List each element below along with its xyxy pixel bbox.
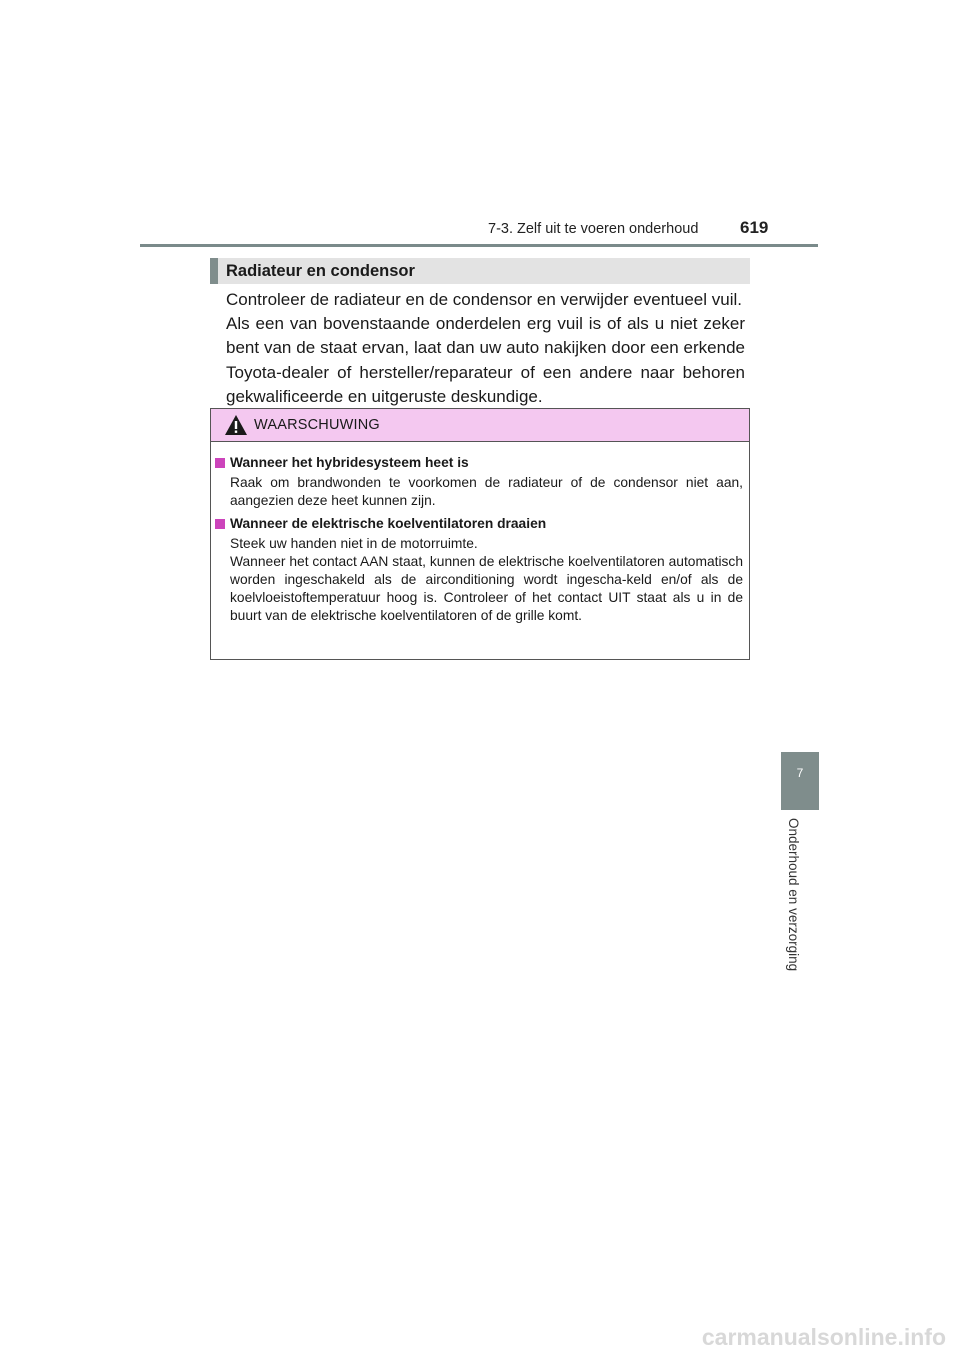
warning-item-heading (215, 515, 743, 533)
warning-item-paragraph: Wanneer het contact AAN staat, kunnen de elektrische koelventilatoren automatisch worden ingeschakeld als de airconditioning wordt ingescha-keld en/of als de koelvloeistoftemperatuur hoog is. Controleer of het contact UIT staat als u in de buurt van de elektrische koelventilatoren of de grille komt. (230, 554, 743, 623)
warning-item (215, 515, 743, 625)
watermark: carmanualsonline.info (701, 1324, 946, 1350)
bullet-square-icon (215, 458, 225, 468)
warning-item-heading-text: Wanneer de elektrische koelventilatoren draaien (230, 516, 547, 531)
bullet-square-icon (215, 519, 225, 529)
warning-item-heading-text: Wanneer het hybridesysteem heet is (230, 455, 469, 470)
page-number: 619 (740, 218, 769, 237)
intro-paragraph-2: Als een van bovenstaande onderdelen erg vuil is of als u niet zeker bent van de staat ervan, laat dan uw auto nakijken door een erkende Toyota-dealer of hersteller/reparateur of een andere naar behoren gekwalificeerde en uitgeruste deskundige. (226, 314, 745, 406)
warning-item (215, 454, 743, 510)
chapter-tab (781, 752, 819, 810)
warning-header (211, 409, 749, 442)
intro-paragraph-1: Controleer de radiateur en de condensor en verwijder eventueel vuil. (226, 290, 742, 309)
intro-text (226, 288, 745, 409)
warning-box (210, 408, 750, 660)
header-section-title: 7-3. Zelf uit te voeren onderhoud (488, 221, 699, 237)
chapter-tab-label: Onderhoud en verzorging (786, 818, 801, 972)
warning-title: WAARSCHUWING (254, 417, 380, 433)
chapter-tab-number: 7 (796, 766, 804, 780)
warning-item-body (230, 535, 743, 625)
section-title-text: Radiateur en condensor (226, 262, 415, 280)
warning-item-paragraph: Raak om brandwonden te voorkomen de radiateur of de condensor niet aan, aangezien deze heet kunnen zijn. (230, 475, 743, 508)
warning-triangle-icon (224, 414, 248, 436)
warning-item-heading (215, 454, 743, 472)
warning-item-paragraph: Steek uw handen niet in de motorruimte. (230, 536, 478, 551)
warning-item-body (230, 474, 743, 510)
section-title (210, 258, 750, 284)
header-divider (140, 244, 818, 247)
